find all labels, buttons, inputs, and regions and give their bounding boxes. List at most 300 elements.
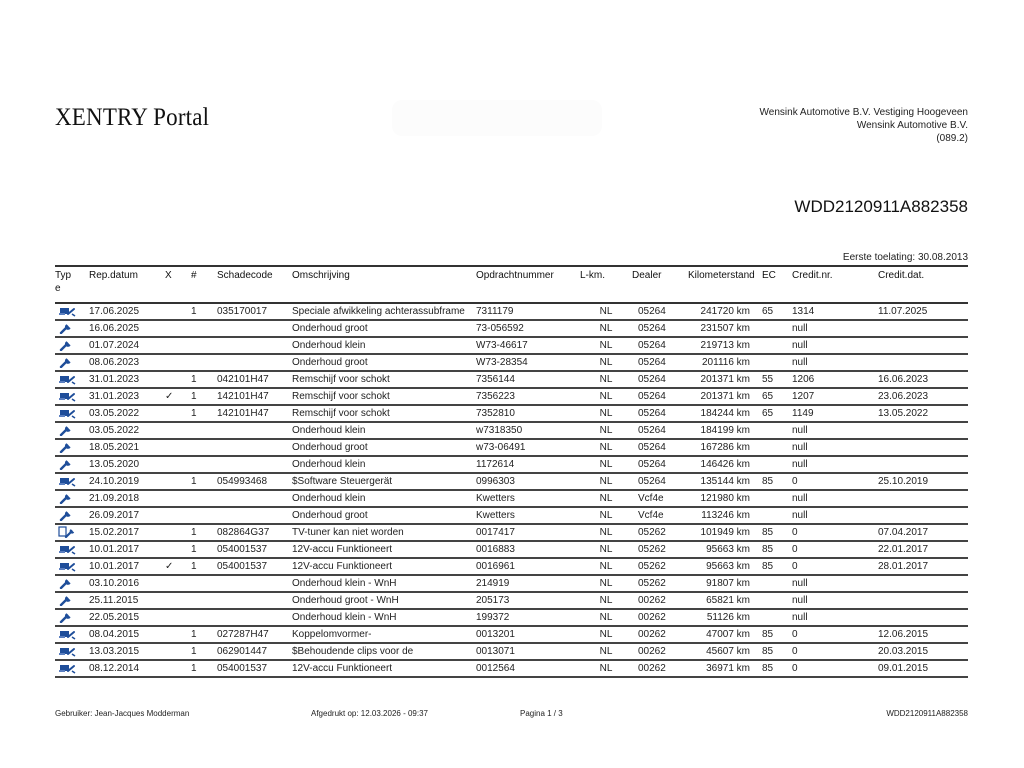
cell-order-number: 7356223 [476, 388, 580, 405]
cell-lkm: NL [580, 609, 632, 626]
cell-description: TV-tuner kan niet worden [292, 524, 476, 541]
wrench-icon [58, 441, 76, 453]
cell-count: 1 [191, 405, 217, 422]
table-row[interactable] [55, 609, 968, 626]
warranty-icon [58, 628, 76, 640]
cell-x-check [165, 490, 191, 507]
wrench-icon [58, 458, 76, 470]
cell-repair-date: 24.10.2019 [89, 473, 165, 490]
cell-lkm: NL [580, 354, 632, 371]
cell-damage-code: 062901447 [217, 643, 292, 660]
cell-damage-code: 054001537 [217, 660, 292, 677]
row-type-icon [55, 303, 89, 320]
cell-repair-date: 10.01.2017 [89, 541, 165, 558]
cell-credit-nr: null [792, 507, 878, 524]
cell-dealer: 00262 [632, 660, 688, 677]
cell-x-check [165, 473, 191, 490]
cell-mileage: 231507 km [688, 320, 762, 337]
cell-damage-code [217, 490, 292, 507]
cell-count [191, 490, 217, 507]
warranty-icon [58, 662, 76, 674]
cell-description: $Software Steuergerät [292, 473, 476, 490]
cell-order-number: Kwetters [476, 490, 580, 507]
cell-count: 1 [191, 558, 217, 575]
cell-dealer: 00262 [632, 643, 688, 660]
xentry-portal-logo: XENTRY Portal [55, 104, 210, 131]
cell-repair-date: 25.11.2015 [89, 592, 165, 609]
cell-damage-code [217, 456, 292, 473]
cell-repair-date: 15.02.2017 [89, 524, 165, 541]
cell-credit-nr: 0 [792, 473, 878, 490]
cell-dealer: 05262 [632, 558, 688, 575]
cell-damage-code [217, 422, 292, 439]
col-header-count: # [191, 266, 217, 303]
cell-damage-code [217, 575, 292, 592]
col-header-ec: EC [762, 266, 792, 303]
col-header-date: Rep.datum [89, 266, 165, 303]
cell-ec [762, 490, 792, 507]
col-header-damage-code: Schadecode [217, 266, 292, 303]
cell-lkm: NL [580, 541, 632, 558]
table-row[interactable] [55, 422, 968, 439]
cell-ec: 85 [762, 660, 792, 677]
cell-credit-date [878, 354, 968, 371]
cell-count [191, 320, 217, 337]
cell-repair-date: 31.01.2023 [89, 371, 165, 388]
cell-credit-date: 28.01.2017 [878, 558, 968, 575]
warranty-icon [58, 645, 76, 657]
cell-lkm: NL [580, 439, 632, 456]
wrench-icon [58, 492, 76, 504]
cell-lkm: NL [580, 337, 632, 354]
cell-credit-date: 25.10.2019 [878, 473, 968, 490]
cell-dealer: 00262 [632, 626, 688, 643]
cell-mileage: 135144 km [688, 473, 762, 490]
cell-ec: 85 [762, 524, 792, 541]
table-row[interactable] [55, 320, 968, 337]
cell-order-number: 0012564 [476, 660, 580, 677]
cell-credit-date [878, 439, 968, 456]
wrench-icon [58, 509, 76, 521]
wrench-icon [58, 322, 76, 334]
cell-credit-date: 23.06.2023 [878, 388, 968, 405]
cell-credit-date: 13.05.2022 [878, 405, 968, 422]
footer-vin: WDD2120911A882358 [886, 709, 968, 718]
cell-credit-nr: 1206 [792, 371, 878, 388]
footer-printed: Afgedrukt op: 12.03.2026 - 09:37 [311, 709, 428, 718]
cell-mileage: 95663 km [688, 541, 762, 558]
cell-description: 12V-accu Funktioneert [292, 541, 476, 558]
table-row[interactable] [55, 405, 968, 422]
cell-repair-date: 13.03.2015 [89, 643, 165, 660]
cell-credit-date: 07.04.2017 [878, 524, 968, 541]
table-row[interactable] [55, 388, 968, 405]
cell-count [191, 337, 217, 354]
cell-credit-nr: 1149 [792, 405, 878, 422]
warranty-icon [58, 373, 76, 385]
cell-description: Onderhoud klein [292, 490, 476, 507]
cell-credit-date [878, 422, 968, 439]
cell-x-check [165, 405, 191, 422]
cell-description: $Behoudende clips voor de [292, 643, 476, 660]
cell-damage-code: 054001537 [217, 558, 292, 575]
cell-count: 1 [191, 473, 217, 490]
cell-mileage: 201116 km [688, 354, 762, 371]
cell-order-number: 7311179 [476, 303, 580, 320]
cell-count: 1 [191, 660, 217, 677]
cell-x-check [165, 507, 191, 524]
row-type-icon [55, 507, 89, 524]
cell-x-check [165, 524, 191, 541]
cell-mileage: 95663 km [688, 558, 762, 575]
table-body [55, 303, 968, 677]
cell-ec: 65 [762, 405, 792, 422]
cell-dealer: 05264 [632, 320, 688, 337]
cell-repair-date: 01.07.2024 [89, 337, 165, 354]
cell-lkm: NL [580, 456, 632, 473]
cell-order-number: 0013201 [476, 626, 580, 643]
table-row[interactable] [55, 303, 968, 320]
col-header-credit-date: Credit.dat. [878, 266, 968, 303]
cell-ec [762, 422, 792, 439]
cell-repair-date: 18.05.2021 [89, 439, 165, 456]
cell-credit-nr: 0 [792, 558, 878, 575]
cell-credit-date [878, 575, 968, 592]
cell-damage-code: 027287H47 [217, 626, 292, 643]
cell-lkm: NL [580, 575, 632, 592]
cell-order-number: Kwetters [476, 507, 580, 524]
cell-lkm: NL [580, 592, 632, 609]
cell-dealer: 05264 [632, 337, 688, 354]
table-row[interactable] [55, 371, 968, 388]
table-row[interactable] [55, 575, 968, 592]
cell-credit-date [878, 490, 968, 507]
cell-damage-code: 054001537 [217, 541, 292, 558]
cell-count: 1 [191, 303, 217, 320]
cell-repair-date: 13.05.2020 [89, 456, 165, 473]
cell-x-check [165, 575, 191, 592]
wrench-icon [58, 424, 76, 436]
cell-ec [762, 592, 792, 609]
wrench-icon [58, 611, 76, 623]
cell-description: Onderhoud klein - WnH [292, 609, 476, 626]
cell-mileage: 65821 km [688, 592, 762, 609]
cell-count: 1 [191, 524, 217, 541]
cell-count: 1 [191, 388, 217, 405]
cell-credit-date: 11.07.2025 [878, 303, 968, 320]
goodwill-icon [58, 526, 76, 538]
table-row[interactable] [55, 541, 968, 558]
cell-count [191, 507, 217, 524]
table-header-row [55, 266, 968, 303]
table-row[interactable] [55, 660, 968, 677]
row-type-icon [55, 524, 89, 541]
cell-credit-nr: null [792, 337, 878, 354]
vin-title: WDD2120911A882358 [794, 197, 968, 216]
cell-credit-nr: null [792, 456, 878, 473]
service-history-table [55, 265, 968, 678]
cell-lkm: NL [580, 558, 632, 575]
row-type-icon [55, 456, 89, 473]
cell-count: 1 [191, 541, 217, 558]
cell-dealer: 05262 [632, 524, 688, 541]
cell-dealer: 05264 [632, 456, 688, 473]
cell-credit-nr: null [792, 609, 878, 626]
cell-ec [762, 507, 792, 524]
row-type-icon [55, 626, 89, 643]
dealer-line-1: Wensink Automotive B.V. Vestiging Hoogeveen [759, 107, 968, 118]
footer-page: Pagina 1 / 3 [520, 709, 563, 718]
cell-description: 12V-accu Funktioneert [292, 660, 476, 677]
col-header-mileage: Kilometerstand [688, 266, 762, 303]
cell-ec: 85 [762, 626, 792, 643]
cell-dealer: 00262 [632, 609, 688, 626]
row-type-icon [55, 439, 89, 456]
cell-dealer: 05264 [632, 473, 688, 490]
cell-description: Onderhoud groot [292, 320, 476, 337]
row-type-icon [55, 405, 89, 422]
cell-damage-code: 054993468 [217, 473, 292, 490]
cell-ec [762, 320, 792, 337]
cell-damage-code: 082864G37 [217, 524, 292, 541]
cell-mileage: 201371 km [688, 388, 762, 405]
cell-lkm: NL [580, 626, 632, 643]
cell-mileage: 184199 km [688, 422, 762, 439]
cell-credit-nr: 0 [792, 626, 878, 643]
cell-mileage: 219713 km [688, 337, 762, 354]
cell-credit-date [878, 456, 968, 473]
cell-credit-date: 22.01.2017 [878, 541, 968, 558]
table-row[interactable] [55, 456, 968, 473]
table-row[interactable] [55, 354, 968, 371]
cell-count [191, 575, 217, 592]
row-type-icon [55, 371, 89, 388]
row-type-icon [55, 354, 89, 371]
cell-credit-date: 16.06.2023 [878, 371, 968, 388]
cell-repair-date: 26.09.2017 [89, 507, 165, 524]
table-row[interactable] [55, 439, 968, 456]
cell-x-check [165, 422, 191, 439]
cell-credit-nr: 0 [792, 660, 878, 677]
col-header-credit-nr: Credit.nr. [792, 266, 878, 303]
warranty-icon [58, 475, 76, 487]
cell-lkm: NL [580, 388, 632, 405]
wrench-icon [58, 594, 76, 606]
row-type-icon [55, 558, 89, 575]
cell-damage-code [217, 592, 292, 609]
cell-x-check: ✓ [165, 558, 191, 575]
cell-ec: 85 [762, 643, 792, 660]
cell-description: Onderhoud groot [292, 354, 476, 371]
cell-ec: 55 [762, 371, 792, 388]
cell-order-number: 205173 [476, 592, 580, 609]
cell-x-check [165, 456, 191, 473]
cell-order-number: W73-28354 [476, 354, 580, 371]
cell-ec [762, 439, 792, 456]
cell-repair-date: 31.01.2023 [89, 388, 165, 405]
cell-lkm: NL [580, 507, 632, 524]
cell-order-number: 0996303 [476, 473, 580, 490]
cell-mileage: 167286 km [688, 439, 762, 456]
cell-count [191, 456, 217, 473]
cell-dealer: 05264 [632, 371, 688, 388]
cell-lkm: NL [580, 660, 632, 677]
cell-dealer: Vcf4e [632, 490, 688, 507]
cell-dealer: 05264 [632, 303, 688, 320]
warranty-icon [58, 543, 76, 555]
first-registration: Eerste toelating: 30.08.2013 [842, 252, 968, 263]
cell-ec: 65 [762, 303, 792, 320]
cell-description: Remschijf voor schokt [292, 388, 476, 405]
cell-dealer: 05264 [632, 388, 688, 405]
cell-credit-nr: 1314 [792, 303, 878, 320]
cell-damage-code [217, 320, 292, 337]
cell-description: Speciale afwikkeling achterassubframe [292, 303, 476, 320]
table-row[interactable] [55, 643, 968, 660]
cell-credit-date [878, 320, 968, 337]
cell-order-number: 7356144 [476, 371, 580, 388]
col-header-dealer: Dealer [632, 266, 688, 303]
col-header-x: X [165, 266, 191, 303]
cell-credit-nr: null [792, 354, 878, 371]
cell-damage-code: 042101H47 [217, 371, 292, 388]
cell-lkm: NL [580, 473, 632, 490]
cell-lkm: NL [580, 524, 632, 541]
dealer-line-2: Wensink Automotive B.V. [856, 120, 968, 131]
warranty-icon [58, 560, 76, 572]
cell-lkm: NL [580, 422, 632, 439]
row-type-icon [55, 643, 89, 660]
cell-ec [762, 456, 792, 473]
cell-x-check [165, 303, 191, 320]
cell-count [191, 354, 217, 371]
cell-mileage: 146426 km [688, 456, 762, 473]
cell-lkm: NL [580, 303, 632, 320]
cell-dealer: 05262 [632, 575, 688, 592]
row-type-icon [55, 337, 89, 354]
cell-mileage: 241720 km [688, 303, 762, 320]
dealer-info [760, 106, 968, 145]
col-header-description: Omschrijving [292, 266, 476, 303]
cell-damage-code [217, 354, 292, 371]
cell-order-number: 0016961 [476, 558, 580, 575]
cell-description: Remschijf voor schokt [292, 405, 476, 422]
cell-order-number: 7352810 [476, 405, 580, 422]
cell-x-check [165, 626, 191, 643]
cell-description: Remschijf voor schokt [292, 371, 476, 388]
cell-description: Koppelomvormer- [292, 626, 476, 643]
cell-count: 1 [191, 626, 217, 643]
cell-credit-nr: null [792, 439, 878, 456]
cell-ec [762, 575, 792, 592]
cell-repair-date: 08.12.2014 [89, 660, 165, 677]
cell-credit-date [878, 507, 968, 524]
table-row[interactable] [55, 626, 968, 643]
col-header-lkm: L-km. [580, 266, 632, 303]
cell-damage-code [217, 439, 292, 456]
cell-damage-code [217, 337, 292, 354]
cell-lkm: NL [580, 320, 632, 337]
cell-repair-date: 10.01.2017 [89, 558, 165, 575]
cell-credit-date: 12.06.2015 [878, 626, 968, 643]
cell-credit-nr: 1207 [792, 388, 878, 405]
row-type-icon [55, 473, 89, 490]
cell-description: 12V-accu Funktioneert [292, 558, 476, 575]
cell-x-check [165, 643, 191, 660]
cell-lkm: NL [580, 405, 632, 422]
row-type-icon [55, 490, 89, 507]
cell-ec: 85 [762, 541, 792, 558]
cell-x-check [165, 371, 191, 388]
cell-damage-code: 142101H47 [217, 405, 292, 422]
wrench-icon [58, 339, 76, 351]
cell-credit-nr: null [792, 592, 878, 609]
redacted-area [392, 100, 602, 136]
cell-description: Onderhoud groot [292, 507, 476, 524]
table-row[interactable] [55, 490, 968, 507]
cell-damage-code [217, 507, 292, 524]
cell-dealer: 05264 [632, 439, 688, 456]
cell-dealer: 05264 [632, 422, 688, 439]
cell-order-number: 199372 [476, 609, 580, 626]
cell-credit-nr: null [792, 422, 878, 439]
row-type-icon [55, 609, 89, 626]
cell-repair-date: 08.04.2015 [89, 626, 165, 643]
cell-count [191, 439, 217, 456]
cell-mileage: 113246 km [688, 507, 762, 524]
cell-mileage: 36971 km [688, 660, 762, 677]
cell-repair-date: 16.06.2025 [89, 320, 165, 337]
cell-ec [762, 354, 792, 371]
row-type-icon [55, 422, 89, 439]
table-row[interactable] [55, 507, 968, 524]
cell-dealer: 00262 [632, 592, 688, 609]
cell-credit-nr: null [792, 575, 878, 592]
cell-order-number: 0016883 [476, 541, 580, 558]
cell-credit-nr: null [792, 490, 878, 507]
table-row[interactable] [55, 473, 968, 490]
cell-ec: 85 [762, 558, 792, 575]
cell-damage-code: 142101H47 [217, 388, 292, 405]
cell-damage-code: 035170017 [217, 303, 292, 320]
cell-repair-date: 17.06.2025 [89, 303, 165, 320]
cell-dealer: 05262 [632, 541, 688, 558]
cell-x-check [165, 541, 191, 558]
table-row[interactable] [55, 337, 968, 354]
cell-count [191, 609, 217, 626]
footer-user: Gebruiker: Jean-Jacques Modderman [55, 709, 190, 718]
table-row[interactable] [55, 524, 968, 541]
cell-mileage: 101949 km [688, 524, 762, 541]
table-row[interactable] [55, 592, 968, 609]
warranty-icon [58, 390, 76, 402]
cell-repair-date: 03.05.2022 [89, 405, 165, 422]
cell-order-number: W73-46617 [476, 337, 580, 354]
row-type-icon [55, 575, 89, 592]
cell-ec: 85 [762, 473, 792, 490]
cell-credit-date [878, 592, 968, 609]
cell-credit-nr: 0 [792, 643, 878, 660]
table-row[interactable] [55, 558, 968, 575]
cell-count [191, 422, 217, 439]
cell-description: Onderhoud klein - WnH [292, 575, 476, 592]
cell-mileage: 51126 km [688, 609, 762, 626]
cell-x-check [165, 337, 191, 354]
cell-order-number: w73-06491 [476, 439, 580, 456]
cell-x-check [165, 609, 191, 626]
cell-repair-date: 21.09.2018 [89, 490, 165, 507]
cell-order-number: 1172614 [476, 456, 580, 473]
